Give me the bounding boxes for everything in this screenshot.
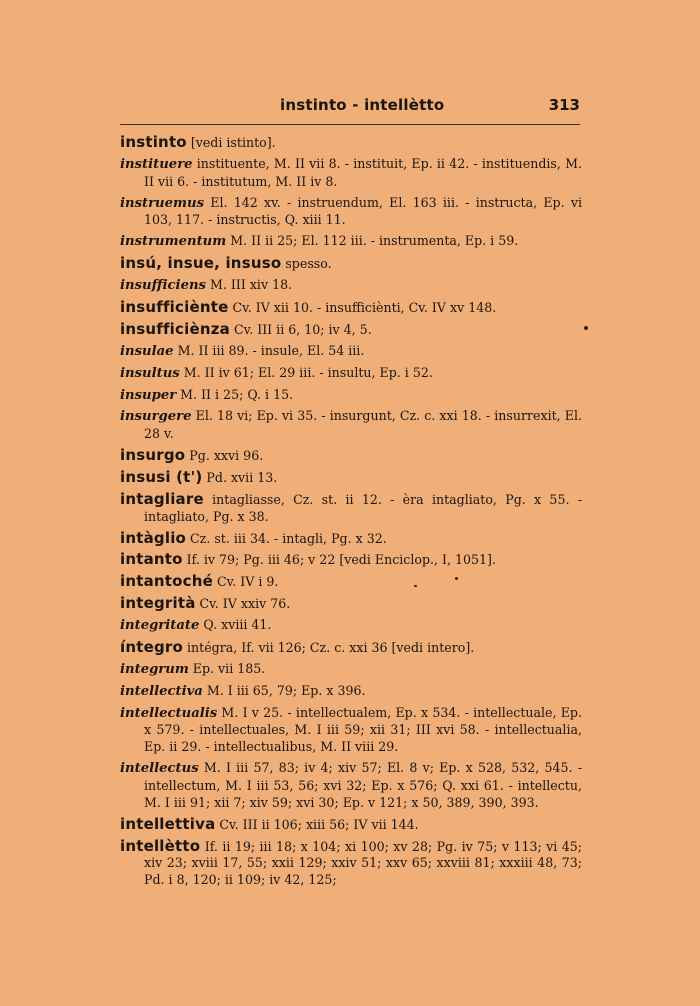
entry-body: M. II iv 61; El. 29 iii. - insultu, Ep. i 52. bbox=[179, 364, 433, 380]
entry-intellectus bbox=[120, 760, 582, 811]
print-speck bbox=[455, 577, 458, 580]
entry-body: intégra, If. vii 126; Cz. c. xxi 36 [vedi intero]. bbox=[183, 640, 475, 655]
entry-intanto bbox=[120, 551, 582, 569]
headword: instinto bbox=[120, 133, 187, 151]
headword: insú, insue, insuso bbox=[120, 254, 282, 273]
entry-body: M. II ii 25; El. 112 iii. - instrumenta, Ep. i 59. bbox=[226, 233, 519, 249]
headword: insulae bbox=[120, 343, 174, 359]
headword: intellectiva bbox=[120, 683, 203, 699]
entry-body: Cv. III ii 6, 10; iv 4, 5. bbox=[229, 321, 372, 337]
entry-body: M. II i 25; Q. i 15. bbox=[176, 386, 294, 402]
entry-intaglio bbox=[120, 530, 582, 548]
entry-insufficienza bbox=[120, 321, 582, 339]
headword: intantoché bbox=[120, 572, 214, 591]
headword: insufficiènte bbox=[120, 297, 229, 316]
entry-body: If. ii 19; iii 18; x 104; xi 100; xv 28; Pg. iv 75; v 113; vi 45; xiv 23; xviii 17, 55; xxii 129; xxiv 51; xxv 65; xxviii 81; xxxiii 48, 73; Pd. i 8, 120; ii 109; iv 42, 125; bbox=[144, 838, 582, 888]
entry-insufficiente bbox=[120, 299, 582, 317]
entry-body: Cv. IV xxiv 76. bbox=[195, 596, 291, 612]
entry-insurgo bbox=[120, 447, 582, 465]
entry-body: Pg. xxvi 96. bbox=[185, 448, 264, 464]
entry-body: Cv. IV i 9. bbox=[213, 574, 279, 590]
headword: intellectus bbox=[120, 761, 199, 777]
entry-body: M. I iii 65, 79; Ep. x 396. bbox=[202, 682, 366, 698]
entry-body: Pd. xvii 13. bbox=[202, 469, 278, 485]
headword: íntegro bbox=[120, 638, 184, 656]
print-speck bbox=[414, 585, 417, 587]
entry-insulae bbox=[120, 343, 582, 361]
page-number: 313 bbox=[548, 96, 580, 114]
entry-body: Ep. vii 185. bbox=[188, 660, 266, 676]
print-speck bbox=[584, 326, 588, 330]
entry-integrita bbox=[120, 595, 582, 613]
entry-body: El. 18 vi; Ep. vi 35. - insurgunt, Cz. c. xxi 18. - insurrexit, El. 28 v. bbox=[144, 408, 582, 442]
page-header bbox=[120, 96, 580, 118]
headword: integritate bbox=[120, 618, 200, 634]
entry-intagliare bbox=[120, 491, 582, 526]
entry-integritate bbox=[120, 617, 582, 635]
entry-body: If. iv 79; Pg. iii 46; v 22 [vedi Enciclop., I, 1051]. bbox=[182, 552, 496, 568]
entry-instruemus bbox=[120, 195, 582, 230]
entry-integro bbox=[120, 639, 582, 657]
entry-body: M. II iii 89. - insule, El. 54 iii. bbox=[173, 342, 365, 358]
entry-integrum bbox=[120, 661, 582, 679]
headword: intàglio bbox=[120, 528, 187, 547]
entry-body: spesso. bbox=[281, 256, 332, 272]
entry-body: El. 142 xv. - instruendum, El. 163 iii. - instructa, Ep. vi 103, 117. - instructis, Q. xiii 11. bbox=[144, 194, 582, 228]
headword: insultus bbox=[120, 365, 180, 381]
headword: intellètto bbox=[120, 836, 201, 855]
header-rule bbox=[120, 124, 580, 125]
entry-body: [vedi istinto]. bbox=[186, 135, 276, 150]
entry-instrumentum bbox=[120, 233, 582, 251]
headword: insurgere bbox=[120, 409, 192, 425]
running-head: instinto - intellètto bbox=[280, 96, 445, 114]
entry-body: M. I v 25. - intellectualem, Ep. x 534. - intellectuale, Ep. x 579. - intellectuales, M. I iii 59; xii 31; III xvi 58. - intellectualia, Ep. ii 29. - intellectualibus, M. II viii 29. bbox=[144, 704, 582, 755]
entry-intantoche bbox=[120, 573, 582, 591]
entry-body: M. III xiv 18. bbox=[205, 277, 293, 293]
entry-insusi bbox=[120, 469, 582, 487]
headword: integrità bbox=[120, 594, 196, 613]
headword: insuper bbox=[120, 387, 177, 403]
entry-body: instituente, M. II vii 8. - instituit, Ep. ii 42. - instituendis, M. II vii 6. - institutum, M. II iv 8. bbox=[144, 155, 582, 189]
headword: integrum bbox=[120, 661, 189, 677]
entry-body: Cv. IV xii 10. - insufficiènti, Cv. IV xv 148. bbox=[228, 299, 497, 315]
entry-body: Cv. III ii 106; xiii 56; IV vii 144. bbox=[215, 816, 419, 832]
entry-body: M. I iii 57, 83; iv 4; xiv 57; El. 8 v; Ep. x 528, 532, 545. - intellectum, M. I iii 53, 56; xvi 32; Ep. x 576; Q. xxi 61. - intellectu, M. I iii 91; xii 7; xiv 59; xvi 30; Ep. v 121; x 50, 389, 390, 393. bbox=[144, 760, 582, 810]
entry-body: Q. xviii 41. bbox=[199, 617, 272, 633]
headword: intellectualis bbox=[120, 705, 218, 721]
entry-intellettiva bbox=[120, 816, 582, 834]
headword: instituere bbox=[120, 156, 193, 172]
entry-insufficiens bbox=[120, 277, 582, 295]
headword: insufficiens bbox=[120, 278, 206, 294]
entry-insultus bbox=[120, 365, 582, 383]
entry-insurgere bbox=[120, 408, 582, 443]
entry-insu bbox=[120, 255, 582, 273]
headword: insusi (t') bbox=[120, 467, 203, 486]
entry-list bbox=[120, 134, 582, 893]
entry-instinto bbox=[120, 134, 582, 152]
headword: instruemus bbox=[120, 195, 205, 211]
headword: intagliare bbox=[120, 489, 204, 508]
headword: instrumentum bbox=[120, 234, 227, 250]
headword: intanto bbox=[120, 550, 183, 569]
entry-insuper bbox=[120, 387, 582, 405]
entry-body: intagliasse, Cz. st. ii 12. - èra intagliato, Pg. x 55. - intagliato, Pg. x 38. bbox=[144, 491, 582, 524]
entry-intellectualis bbox=[120, 705, 582, 756]
entry-intelletto bbox=[120, 838, 582, 889]
entry-instituere bbox=[120, 156, 582, 191]
entry-intellectiva bbox=[120, 683, 582, 701]
headword: insurgo bbox=[120, 446, 186, 465]
headword: insufficiènza bbox=[120, 319, 230, 338]
headword: intellettiva bbox=[120, 814, 216, 833]
entry-body: Cz. st. iii 34. - intagli, Pg. x 32. bbox=[186, 530, 387, 546]
